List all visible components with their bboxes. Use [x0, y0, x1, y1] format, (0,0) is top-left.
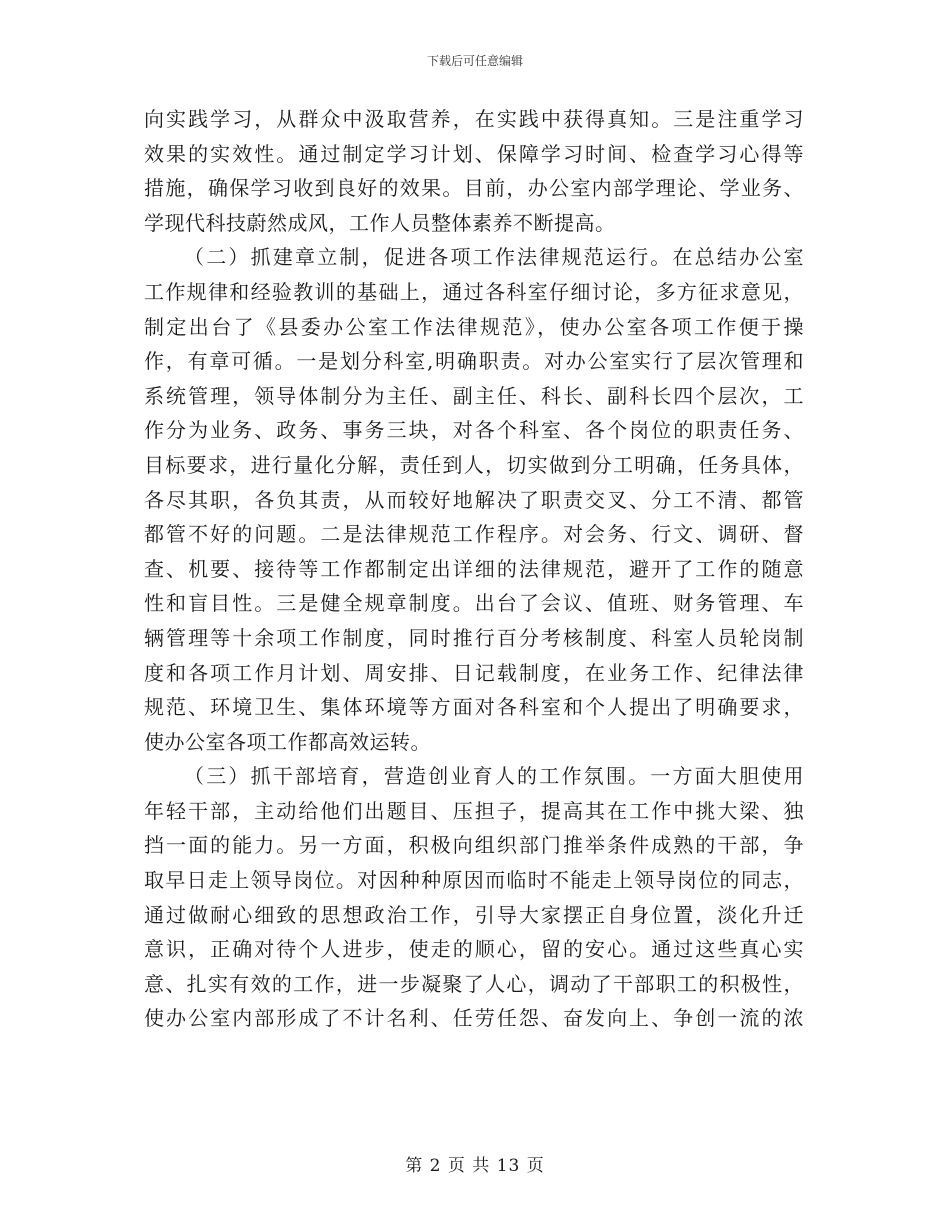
body-line: 通过做耐心细致的思想政治工作，引导大家摆正自身位置，淡化升迁 [144, 902, 804, 927]
body-line: 都管不好的问题。二是法律规范工作程序。对会务、行文、调研、督 [144, 522, 804, 547]
body-line: 规范、环境卫生、集体环境等方面对各科室和个人提出了明确要求， [144, 695, 804, 720]
body-line: 年轻干部，主动给他们出题目、压担子，提高其在工作中挑大梁、独 [144, 798, 804, 823]
body-line: 度和各项工作月计划、周安排、日记载制度，在业务工作、纪律法律 [144, 660, 804, 685]
body-line: 制定出台了《县委办公室工作法律规范》，使办公室各项工作便于操 [144, 314, 804, 339]
body-line: 作，有章可循。一是划分科室,明确职责。对办公室实行了层次管理和 [144, 349, 804, 374]
body-line: 学现代科技蔚然成风，工作人员整体素养不断提高。 [144, 210, 616, 235]
body-line: 取早日走上领导岗位。对因种种原因而临时不能走上领导岗位的同志， [144, 868, 804, 893]
body-line: 作分为业务、政务、事务三块，对各个科室、各个岗位的职责任务、 [144, 418, 804, 443]
body-line: 挡一面的能力。另一方面，积极向组织部门推举条件成熟的干部，争 [144, 833, 804, 858]
body-line: 目标要求，进行量化分解，责任到人，切实做到分工明确，任务具体， [144, 452, 804, 477]
body-line: 使办公室各项工作都高效运转。 [144, 729, 431, 754]
body-line: 工作规律和经验教训的基础上，通过各科室仔细讨论，多方征求意见， [144, 279, 804, 304]
body-line: 辆管理等十余项工作制度，同时推行百分考核制度、科室人员轮岗制 [144, 625, 804, 650]
body-line: 性和盲目性。三是健全规章制度。出台了会议、值班、财务管理、车 [144, 591, 804, 616]
body-line: 查、机要、接待等工作都制定出详细的法律规范，避开了工作的随意 [144, 556, 804, 581]
document-body [144, 102, 804, 1036]
page-header-note: 下载后可任意编辑 [426, 54, 523, 68]
body-line: 意识，正确对待个人进步，使走的顺心，留的安心。通过这些真心实 [144, 937, 804, 962]
body-line: 各尽其职，各负其责，从而较好地解决了职责交叉、分工不清、都管 [144, 487, 804, 512]
body-line: 使办公室内部形成了不计名利、任劳任怨、奋发向上、争创一流的浓 [144, 1006, 804, 1031]
body-line: 向实践学习，从群众中汲取营养，在实践中获得真知。三是注重学习 [144, 107, 804, 131]
body-line: 意、扎实有效的工作，进一步凝聚了人心，调动了干部职工的积极性， [144, 971, 804, 996]
body-line: （三）抓干部培育，营造创业育人的工作氛围。一方面大胆使用 [184, 764, 804, 789]
body-line: 效果的实效性。通过制定学习计划、保障学习时间、检查学习心得等 [144, 141, 804, 166]
page-number: 第 2 页 共 13 页 [405, 1156, 545, 1176]
body-line: 系统管理，领导体制分为主任、副主任、科长、副科长四个层次，工 [144, 383, 804, 408]
body-line: （二）抓建章立制，促进各项工作法律规范运行。在总结办公室 [184, 245, 804, 270]
body-line: 措施，确保学习收到良好的效果。目前，办公室内部学理论、学业务、 [144, 176, 804, 201]
